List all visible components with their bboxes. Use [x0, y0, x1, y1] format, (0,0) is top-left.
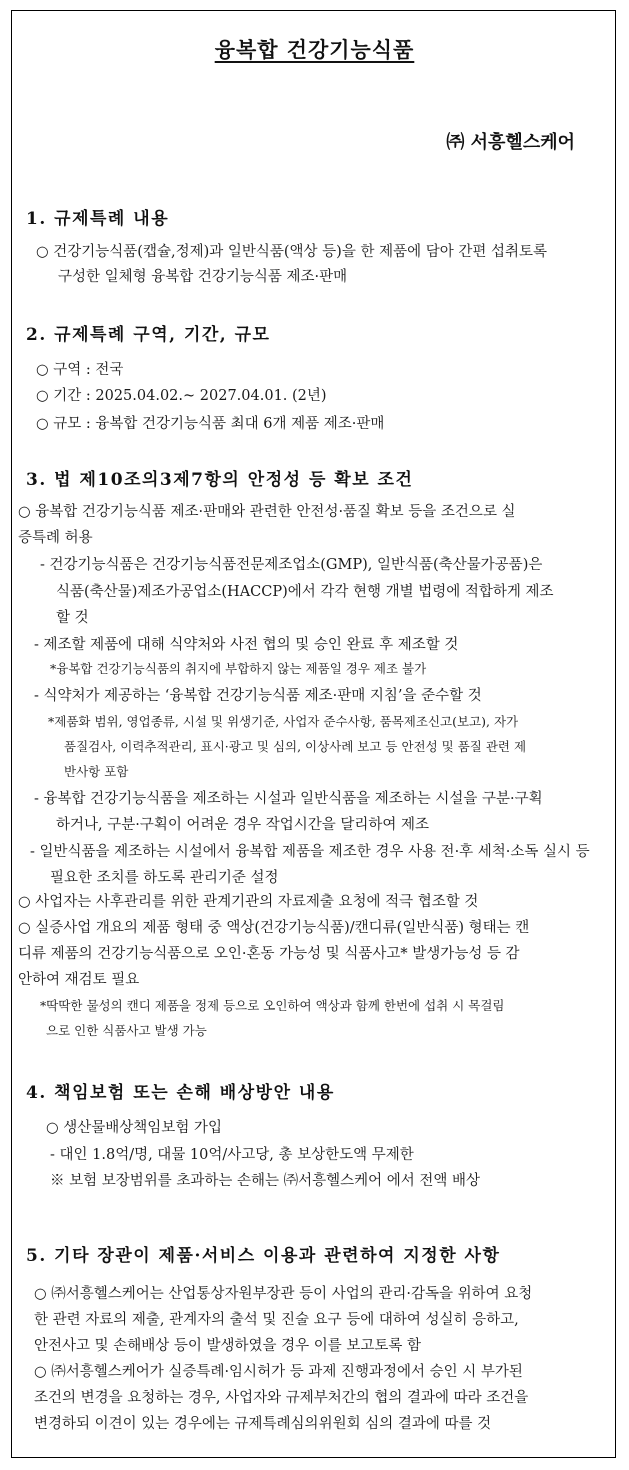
section-3-note-3b: 품질검사, 이력추적관리, 표시·광고 및 심의, 이상사례 보고 등 안전성 및 품질 관련 제	[64, 739, 527, 754]
section-3-dash-4b: 하거나, 구분·구획이 어려운 경우 작업시간을 달리하여 제조	[56, 817, 430, 833]
section-3-note-3a: *제품화 범위, 영업종류, 시설 및 위생기준, 사업자 준수사항, 품목제조신고(보고), 자가	[48, 714, 519, 729]
document-title: 융복합 건강기능식품	[214, 38, 415, 62]
section-2-heading: 2. 규제특례 구역, 기간, 규모	[26, 325, 271, 345]
section-3-para-1a: ○ 융복합 건강기능식품 제조·판매와 관련한 안전성·품질 확보 등을 조건으로 실	[18, 504, 516, 520]
section-3-dash-5a: - 일반식품을 제조하는 시설에서 융복합 제품을 제조한 경우 사용 전·후 세척·소독 실시 등	[30, 844, 590, 860]
section-3-dash-4a: - 융복합 건강기능식품을 제조하는 시설과 일반식품을 제조하는 시설을 구분·구획	[34, 791, 543, 807]
section-3-para-3a: ○ 실증사업 개요의 제품 형태 중 액상(건강기능식품)/캔디류(일반식품) 형태는 캔	[18, 920, 530, 936]
section-2-scale: ○ 규모 : 융복합 건강기능식품 최대 6개 제품 제조·판매	[36, 416, 385, 432]
section-1-heading: 1. 규제특례 내용	[26, 209, 170, 229]
section-5-item-1a: ○ ㈜서흥헬스케어는 산업통상자원부장관 등이 사업의 관리·감독을 위하여 요청	[34, 1286, 533, 1302]
section-1-line-1: ○ 건강기능식품(캡슐,정제)과 일반식품(액상 등)을 한 제품에 담아 간편 섭취토록	[36, 244, 547, 260]
section-3-note-2: *융복합 건강기능식품의 취지에 부합하지 않는 제품일 경우 제조 불가	[50, 661, 427, 676]
section-3-dash-1c: 할 것	[56, 610, 89, 626]
section-4-line-3: ※ 보험 보장범위를 초과하는 손해는 ㈜서흥헬스케어 에서 전액 배상	[50, 1173, 481, 1189]
section-3-note-3c: 반사항 포함	[64, 764, 129, 779]
section-5-heading: 5. 기타 장관이 제품·서비스 이용과 관련하여 지정한 사항	[26, 1246, 501, 1266]
section-5-item-2b: 조건의 변경을 요청하는 경우, 사업자와 규제부처간의 협의 결과에 따라 조건을	[34, 1390, 529, 1406]
section-5-item-2c: 변경하되 이견이 있는 경우에는 규제특례심의위원회 심의 결과에 따를 것	[34, 1416, 492, 1432]
section-3-heading: 3. 법 제10조의3제7항의 안정성 등 확보 조건	[26, 470, 414, 490]
section-3-dash-2: - 제조할 제품에 대해 식약처와 사전 협의 및 승인 완료 후 제조할 것	[34, 637, 459, 653]
section-3-dash-1a: - 건강기능식품은 건강기능식품전문제조업소(GMP), 일반식품(축산물가공품)은	[40, 557, 543, 573]
section-4-line-2: - 대인 1.8억/명, 대물 10억/사고당, 총 보상한도액 무제한	[50, 1147, 414, 1163]
section-3-dash-1b: 식품(축산물)제조가공업소(HACCP)에서 각각 현행 개별 법령에 적합하게 제조	[56, 584, 554, 600]
section-3-note-4a: *딱딱한 물성의 캔디 제품을 정제 등으로 오인하여 액상과 함께 한번에 섭취 시 목걸림	[40, 998, 505, 1013]
section-3-para-3c: 안하여 재검토 필요	[18, 972, 140, 988]
section-4-line-1: ○ 생산물배상책임보험 가입	[46, 1120, 222, 1136]
section-3-para-2: ○ 사업자는 사후관리를 위한 관계기관의 자료제출 요청에 적극 협조할 것	[18, 894, 479, 910]
company-name: ㈜ 서흥헬스케어	[446, 132, 575, 153]
section-3-dash-3: - 식약처가 제공하는 ‘융복합 건강기능식품 제조·판매 지침’을 준수할 것	[34, 688, 482, 704]
section-5-item-1c: 안전사고 및 손해배상 등이 발생하였을 경우 이를 보고토록 함	[34, 1338, 422, 1354]
section-3-dash-5b: 필요한 조치를 하도록 관리기준 설정	[50, 870, 279, 886]
section-5-item-1b: 한 관련 자료의 제출, 관계자의 출석 및 진술 요구 등에 대하여 성실히 응하고,	[34, 1312, 519, 1328]
section-5-item-2a: ○ ㈜서흥헬스케어가 실증특례·임시허가 등 과제 진행과정에서 승인 시 부가된	[34, 1364, 523, 1380]
section-2-period: ○ 기간 : 2025.04.02.~ 2027.04.01. (2년)	[36, 388, 327, 404]
section-3-note-4b: 으로 인한 식품사고 발생 가능	[46, 1023, 207, 1038]
section-1-line-2: 구성한 일체형 융복합 건강기능식품 제조·판매	[58, 269, 348, 285]
section-3-para-3b: 디류 제품의 건강기능식품으로 오인·혼동 가능성 및 식품사고* 발생가능성 등 감	[18, 946, 520, 962]
section-4-heading: 4. 책임보험 또는 손해 배상방안 내용	[26, 1083, 335, 1103]
section-3-para-1b: 증특례 허용	[18, 530, 93, 546]
section-2-area: ○ 구역 : 전국	[36, 362, 124, 378]
